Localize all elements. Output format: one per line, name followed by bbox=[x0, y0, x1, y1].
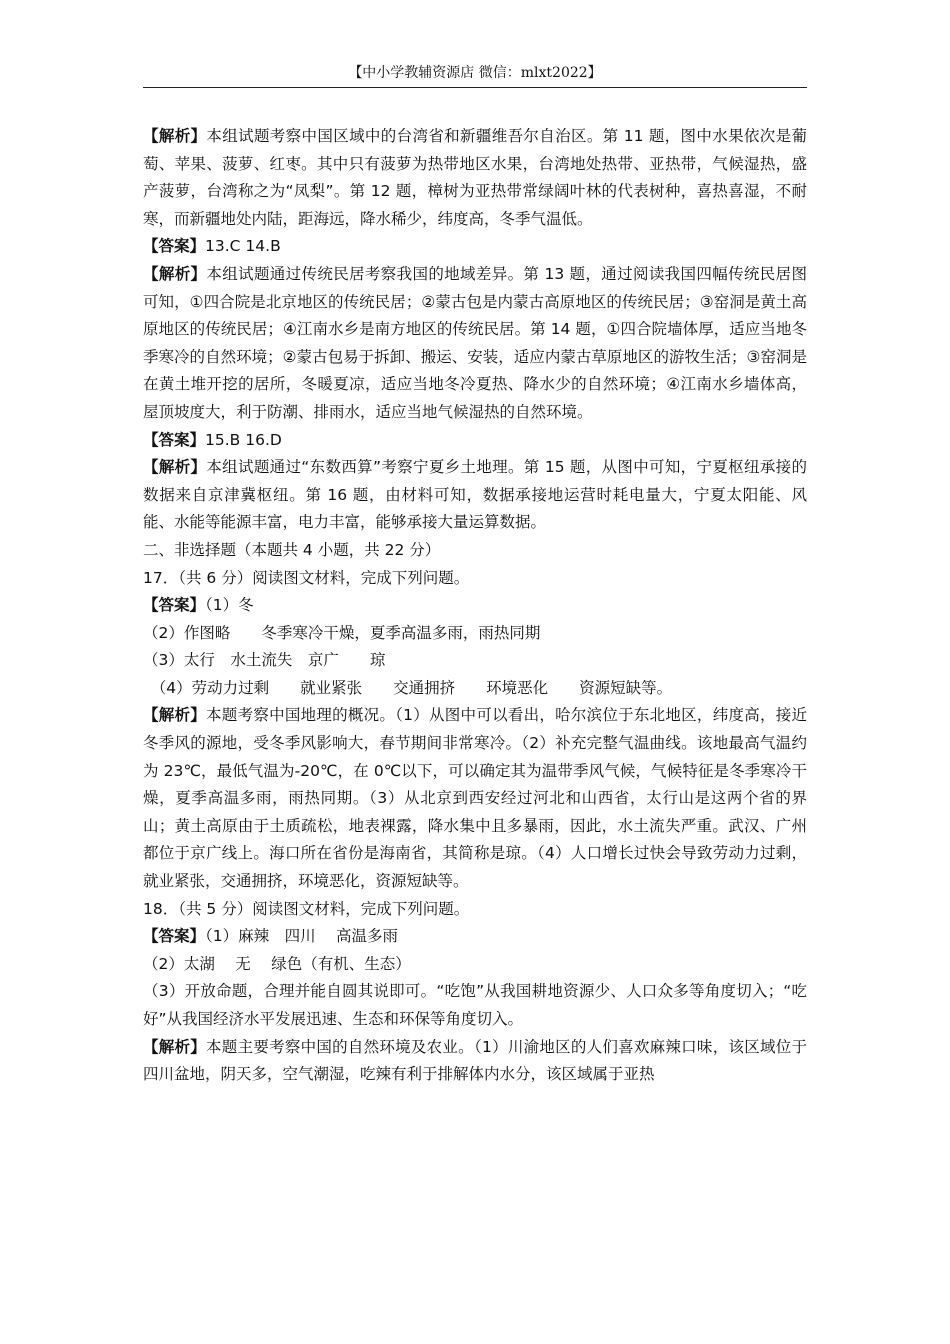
paragraph bbox=[143, 565, 807, 593]
paragraph-tag: 【解析】 bbox=[143, 264, 207, 283]
paragraph-text: 15.B 16.D bbox=[205, 430, 282, 449]
paragraph bbox=[143, 620, 807, 648]
paragraph bbox=[143, 675, 807, 703]
paragraph-text: （3）太行 水土流失 京广 琼 bbox=[143, 651, 386, 670]
paragraph bbox=[143, 896, 807, 924]
paragraph bbox=[143, 951, 807, 979]
paragraph-text: 本组试题考察中国区域中的台湾省和新疆维吾尔自治区。第 11 题，图中水果依次是葡萄、苹果、菠萝、红枣。其中只有菠萝为热带地区水果，台湾地处热带、亚热带，气候湿热，盛产菠萝，台湾称之为“凤梨”。第 12 题，樟树为亚热带常绿阔叶林的代表树种，喜热喜湿，不耐寒，而新疆地处内陆，距海远，降水稀少，纬度高，冬季气温低。 bbox=[143, 127, 807, 228]
paragraph bbox=[143, 537, 807, 565]
paragraph-text: 本题主要考察中国的自然环境及农业。（1）川渝地区的人们喜欢麻辣口味，该区域位于四川盆地，阴天多，空气潮湿，吃辣有利于排解体内水分，该区域属于亚热 bbox=[143, 1037, 807, 1084]
paragraph bbox=[143, 923, 807, 951]
paragraph bbox=[143, 1034, 807, 1089]
paragraph-tag: 【解析】 bbox=[143, 458, 207, 477]
paragraph-text: （1）麻辣 四川 高温多雨 bbox=[205, 927, 399, 946]
paragraph-tag: 【解析】 bbox=[143, 127, 207, 145]
paragraph bbox=[143, 261, 807, 427]
paragraph bbox=[143, 647, 807, 675]
paragraph-text: 二、非选择题（本题共 4 小题，共 22 分） bbox=[143, 540, 441, 559]
paragraph-text: 本组试题通过“东数西算”考察宁夏乡土地理。第 15 题，从图中可知，宁夏枢纽承接的数据来自京津冀枢纽。第 16 题，由材料可知，数据承接地运营时耗电量大，宁夏太阳能、风能、水能等能源丰富，电力丰富，能够承接大量运算数据。 bbox=[143, 458, 807, 532]
paragraph-tag: 【答案】 bbox=[143, 927, 206, 946]
page-header: 【中小学教辅资源店 微信：mlxt2022】 bbox=[348, 65, 602, 81]
paragraph-text: 18．（共 5 分）阅读图文材料，完成下列问题。 bbox=[143, 899, 470, 918]
paragraph bbox=[143, 233, 807, 261]
paragraph-text: （3）开放命题，合理并能自圆其说即可。“吃饱”从我国耕地资源少、人口众多等角度切入；“吃好”从我国经济水平发展迅速、生态和环保等角度切入。 bbox=[143, 982, 807, 1028]
paragraph-text: （1）冬 bbox=[205, 596, 254, 615]
paragraph-tag: 【解析】 bbox=[143, 1037, 207, 1056]
paragraph-text: 本组试题通过传统民居考察我国的地域差异。第 13 题，通过阅读我国四幅传统民居图可知，①四合院是北京地区的传统民居；②蒙古包是内蒙古高原地区的传统民居；③窑洞是黄土高原地区的传统民居；④江南水乡是南方地区的传统民居。第 14 题，①四合院墙体厚，适应当地冬季寒冷的自然环境；②蒙古包易于拆卸、搬运、安装，适应内蒙古草原地区的游牧生活；③窑洞是在黄土堆开挖的居所，冬暖夏凉，适应当地冬冷夏热、降水少的自然环境；④江南水乡墙体高，屋顶坡度大，利于防潮、排雨水，适应当地气候湿热的自然环境。 bbox=[143, 264, 807, 421]
paragraph-tag: 【答案】 bbox=[143, 237, 206, 256]
paragraph-text: （4）劳动力过剩 就业紧张 交通拥挤 环境恶化 资源短缺等。 bbox=[143, 678, 673, 697]
paragraph-text: 17．（共 6 分）阅读图文材料，完成下列问题。 bbox=[143, 568, 470, 587]
paragraph-text: 13.C 14.B bbox=[205, 237, 281, 256]
paragraph-tag: 【答案】 bbox=[143, 430, 206, 449]
paragraph-text: （2）太湖 无 绿色（有机、生态） bbox=[143, 954, 411, 973]
paragraph bbox=[143, 123, 807, 233]
paragraph-text: 本题考察中国地理的概况。（1）从图中可以看出，哈尔滨位于东北地区，纬度高，接近冬季风的源地，受冬季风影响大，春节期间非常寒冷。（2）补充完整气温曲线。该地最高气温约为 23℃，最低气温为-20℃，在 0℃以下，可以确定其为温带季风气候，气候特征是冬季寒冷干燥，夏季高温多雨，雨热同期。（3）从北京到西安经过河北和山西省，太行山是这两个省的界山；黄土高原由于土质疏松，地表裸露，降水集中且多暴雨，因此，水土流失严重。武汉、广州都位于京广线上。海口所在省份是海南省，其简称是琼。（4）人口增长过快会导致劳动力过剩，就业紧张，交通拥挤，环境恶化，资源短缺等。 bbox=[143, 706, 807, 891]
paragraph-tag: 【解析】 bbox=[143, 706, 207, 725]
paragraph-text: （2）作图略 冬季寒冷干燥，夏季高温多雨，雨热同期 bbox=[143, 623, 541, 642]
paragraph bbox=[143, 702, 807, 895]
paragraph bbox=[143, 978, 807, 1033]
document-body bbox=[143, 123, 807, 1089]
paragraph bbox=[143, 592, 807, 620]
paragraph bbox=[143, 454, 807, 537]
paragraph-tag: 【答案】 bbox=[143, 596, 206, 615]
header-rule bbox=[143, 87, 807, 88]
paragraph bbox=[143, 427, 807, 455]
